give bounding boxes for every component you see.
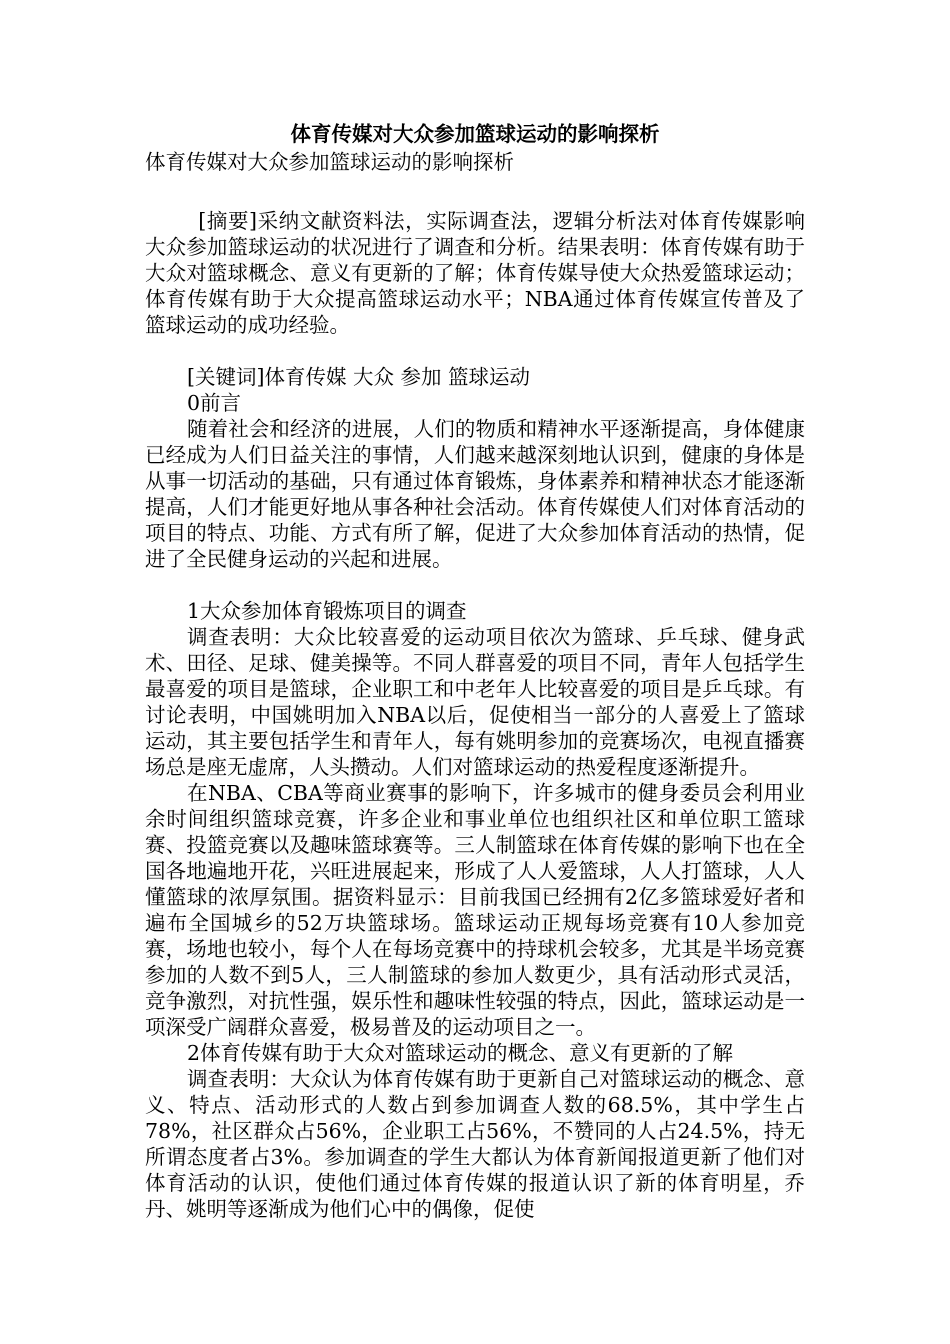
- spacer: [145, 338, 805, 364]
- document-title: 体育传媒对大众参加篮球运动的影响探析: [290, 122, 660, 146]
- document-body: [145, 120, 805, 1222]
- spacer: [145, 572, 805, 598]
- section-heading-0: 0前言: [187, 391, 242, 415]
- section-2-paragraph-1: 调查表明：大众认为体育传媒有助于更新自己对篮球运动的概念、意义、特点、活动形式的人数占到参加调查人数的68.5%，其中学生占78%，社区群众占56%，企业职工占56%，不赞同的人占24.5%，持无所谓态度者占3%。参加调查的学生大都认为体育新闻报道更新了他们对体育活动的认识，使他们通过体育传媒的报道认识了新的体育明星，乔丹、姚明等逐渐成为他们心中的偶像，促使: [145, 1067, 805, 1221]
- section-1-paragraph-2: 在NBA、CBA等商业赛事的影响下，许多城市的健身委员会利用业余时间组织篮球竞赛，许多企业和事业单位也组织社区和单位职工篮球赛、投篮竞赛以及趣味篮球赛等。三人制篮球在体育传媒的影响下也在全国各地遍地开花，兴旺进展起来，形成了人人爱篮球，人人打篮球，人人懂篮球的浓厚氛围。据资料显示：目前我国已经拥有2亿多篮球爱好者和遍布全国城乡的52万块篮球场。篮球运动正规每场竞赛有10人参加竞赛，场地也较小，每个人在每场竞赛中的持球机会较多，尤其是半场竞赛参加的人数不到5人，三人制篮球的参加人数更少，具有活动形式灵活，竞争激烈，对抗性强，娱乐性和趣味性较强的特点，因此，篮球运动是一项深受广阔群众喜爱，极易普及的运动项目之一。: [145, 781, 805, 1039]
- keywords-line: [关键词]体育传媒 大众 参加 篮球运动: [187, 365, 531, 389]
- document-subtitle: 体育传媒对大众参加篮球运动的影响探析: [145, 150, 514, 174]
- section-0-paragraph: 随着社会和经济的进展，人们的物质和精神水平逐渐提高，身体健康已经成为人们日益关注的事情，人们越来越深刻地认识到，健康的身体是从事一切活动的基础，只有通过体育锻炼，身体素养和精神状态才能逐渐提高，人们才能更好地从事各种社会活动。体育传媒使人们对体育活动的项目的特点、功能、方式有所了解，促进了大众参加体育活动的热情，促进了全民健身运动的兴起和进展。: [145, 417, 805, 571]
- section-heading-1: 1大众参加体育锻炼项目的调查: [187, 599, 467, 623]
- section-1-paragraph-1: 调查表明：大众比较喜爱的运动项目依次为篮球、乒乓球、健身武术、田径、足球、健美操等。不同人群喜爱的项目不同，青年人包括学生最喜爱的项目是篮球，企业职工和中老年人比较喜爱的项目是乒乓球。有讨论表明，中国姚明加入NBA以后，促使相当一部分的人喜爱上了篮球运动，其主要包括学生和青年人，每有姚明参加的竞赛场次，电视直播赛场总是座无虚席，人头攒动。人们对篮球运动的热爱程度逐渐提升。: [145, 625, 805, 779]
- abstract-paragraph: [摘要]采纳文献资料法，实际调查法，逻辑分析法对体育传媒影响大众参加篮球运动的状况进行了调查和分析。结果表明：体育传媒有助于大众对篮球概念、意义有更新的了解；体育传媒导使大众热爱篮球运动；体育传媒有助于大众提高篮球运动水平；NBA通过体育传媒宣传普及了篮球运动的成功经验。: [145, 209, 805, 337]
- section-heading-2: 2体育传媒有助于大众对篮球运动的概念、意义有更新的了解: [187, 1041, 734, 1065]
